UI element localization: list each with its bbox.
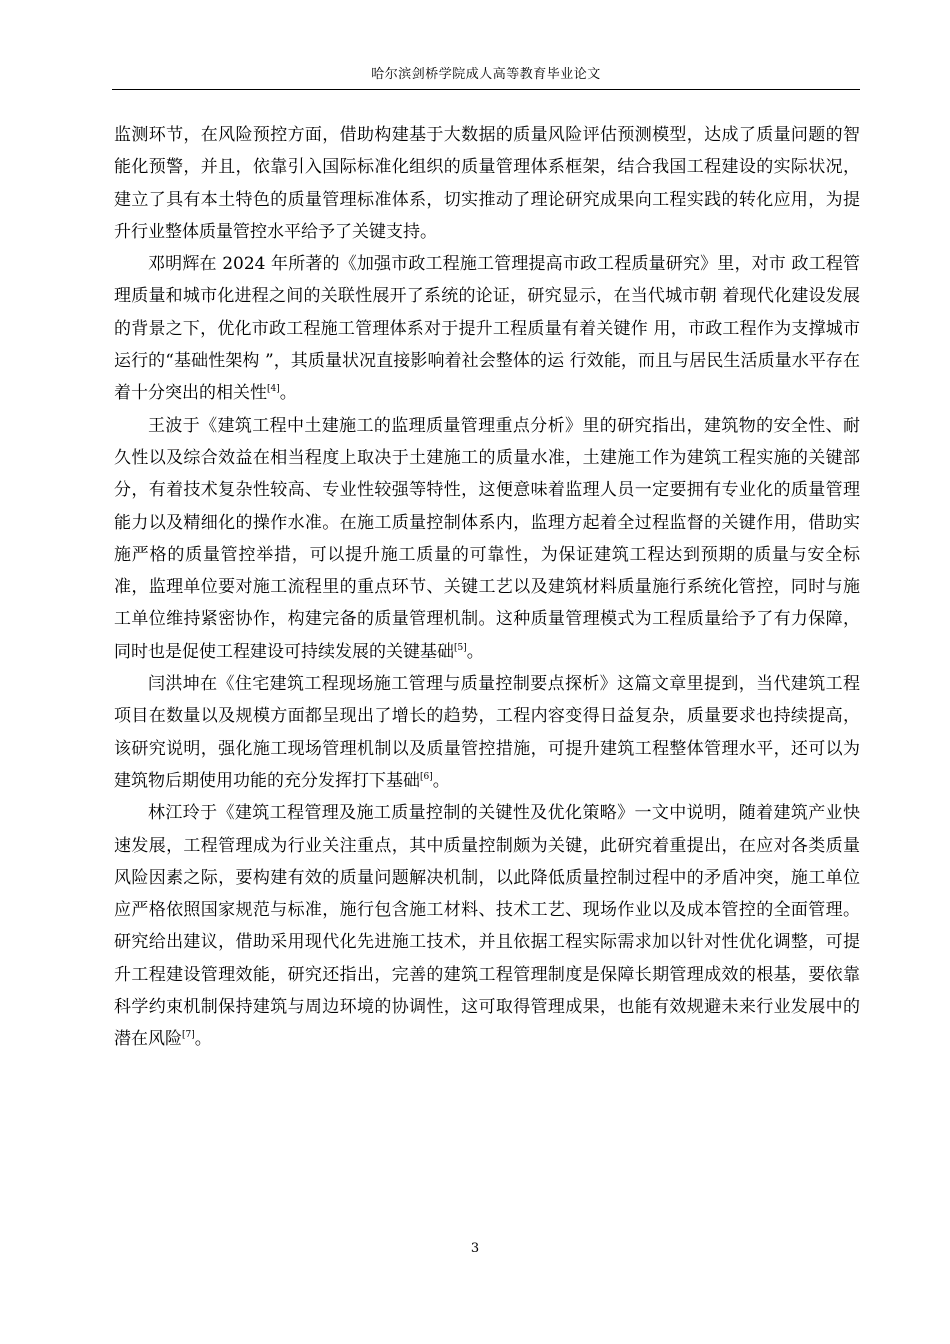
paragraph-ending: 。 xyxy=(279,383,297,404)
paragraph-text: 闫洪坤在《住宅建筑工程现场施工管理与质量控制要点探析》这篇文章里提到，当代建筑工程项目在数量以及规模方面都呈现出了增长的趋势，工程内容变得日益复杂，质量要求也持续提高，该研究说明，强化施工现场管理机制以及质量管控措施，可提升建筑工程整体管理水平，还可以为建筑物后期使用功能的充分发挥打下基础 xyxy=(114,674,860,791)
citation-ref[interactable]: [6] xyxy=(420,771,433,782)
page-number: 3 xyxy=(470,1241,480,1256)
paragraph-continuation xyxy=(114,119,860,248)
paragraph-wang-bo xyxy=(114,410,860,668)
paragraph-deng-minghui xyxy=(114,248,860,409)
paragraph-text: 监测环节，在风险预控方面，借助构建基于大数据的质量风险评估预测模型，达成了质量问题的智能化预警，并且，依靠引入国际标准化组织的质量管理体系框架，结合我国工程建设的实际状况，建立了具有本土特色的质量管理标准体系，切实推动了理论研究成果向工程实践的转化应用，为提升行业整体质量管控水平给予了关键支持。 xyxy=(114,125,860,242)
paragraph-text: 王波于《建筑工程中土建施工的监理质量管理重点分析》里的研究指出，建筑物的安全性、耐久性以及综合效益在相当程度上取决于土建施工的质量水准，土建施工作为建筑工程实施的关键部分，有着技术复杂性较高、专业性较强等特性，这便意味着监理人员一定要拥有专业化的质量管理能力以及精细化的操作水准。在施工质量控制体系内，监理方起着全过程监督的关键作用，借助实施严格的质量管控举措，可以提升施工质量的可靠性，为保证建筑工程达到预期的质量与安全标准，监理单位要对施工流程里的重点环节、关键工艺以及建筑材料质量施行系统化管控，同时与施工单位维持紧密协作，构建完备的质量管理机制。这种质量管理模式为工程质量给予了有力保障，同时也是促使工程建设可持续发展的关键基础 xyxy=(114,415,860,662)
paragraph-ending: 。 xyxy=(194,1029,212,1050)
running-header: 哈尔滨剑桥学院成人高等教育毕业论文 xyxy=(371,67,601,82)
citation-ref[interactable]: [4] xyxy=(267,384,280,395)
header-rule xyxy=(112,89,860,90)
paragraph-lin-jiangling xyxy=(114,797,860,1055)
paragraph-ending: 。 xyxy=(466,641,484,662)
citation-ref[interactable]: [7] xyxy=(182,1030,195,1041)
citation-ref[interactable]: [5] xyxy=(454,642,467,653)
paragraph-text: 林江玲于《建筑工程管理及施工质量控制的关键性及优化策略》一文中说明，随着建筑产业快速发展，工程管理成为行业关注重点，其中质量控制颇为关键，此研究着重提出，在应对各类质量风险因素之际，要构建有效的质量问题解决机制，以此降低质量控制过程中的矛盾冲突，施工单位应严格依照国家规范与标准，施行包含施工材料、技术工艺、现场作业以及成本管控的全面管理。研究给出建议，借助采用现代化先进施工技术，并且依据工程实际需求加以针对性优化调整，可提升工程建设管理效能，研究还指出，完善的建筑工程管理制度是保障长期管理成效的根基，要依靠科学约束机制保持建筑与周边环境的协调性，这可取得管理成果，也能有效规避未来行业发展中的潜在风险 xyxy=(114,803,860,1050)
paragraph-ending: 。 xyxy=(432,770,450,791)
body-text xyxy=(114,119,860,1056)
paragraph-text: 邓明辉在 2024 年所著的《加强市政工程施工管理提高市政工程质量研究》里，对市 政工程管理质量和城市化进程之间的关联性展开了系统的论证，研究显示，在当代城市朝 着现代化建设发展的背景之下，优化市政工程施工管理体系对于提升工程质量有着关键作 用，市政工程作为支撑城市运行的“基础性架构 ”，其质量状况直接影响着社会整体的运 行效能，而且与居民生活质量水平存在着十分突出的相关性 xyxy=(114,254,860,404)
paragraph-yan-hongkun xyxy=(114,668,860,797)
